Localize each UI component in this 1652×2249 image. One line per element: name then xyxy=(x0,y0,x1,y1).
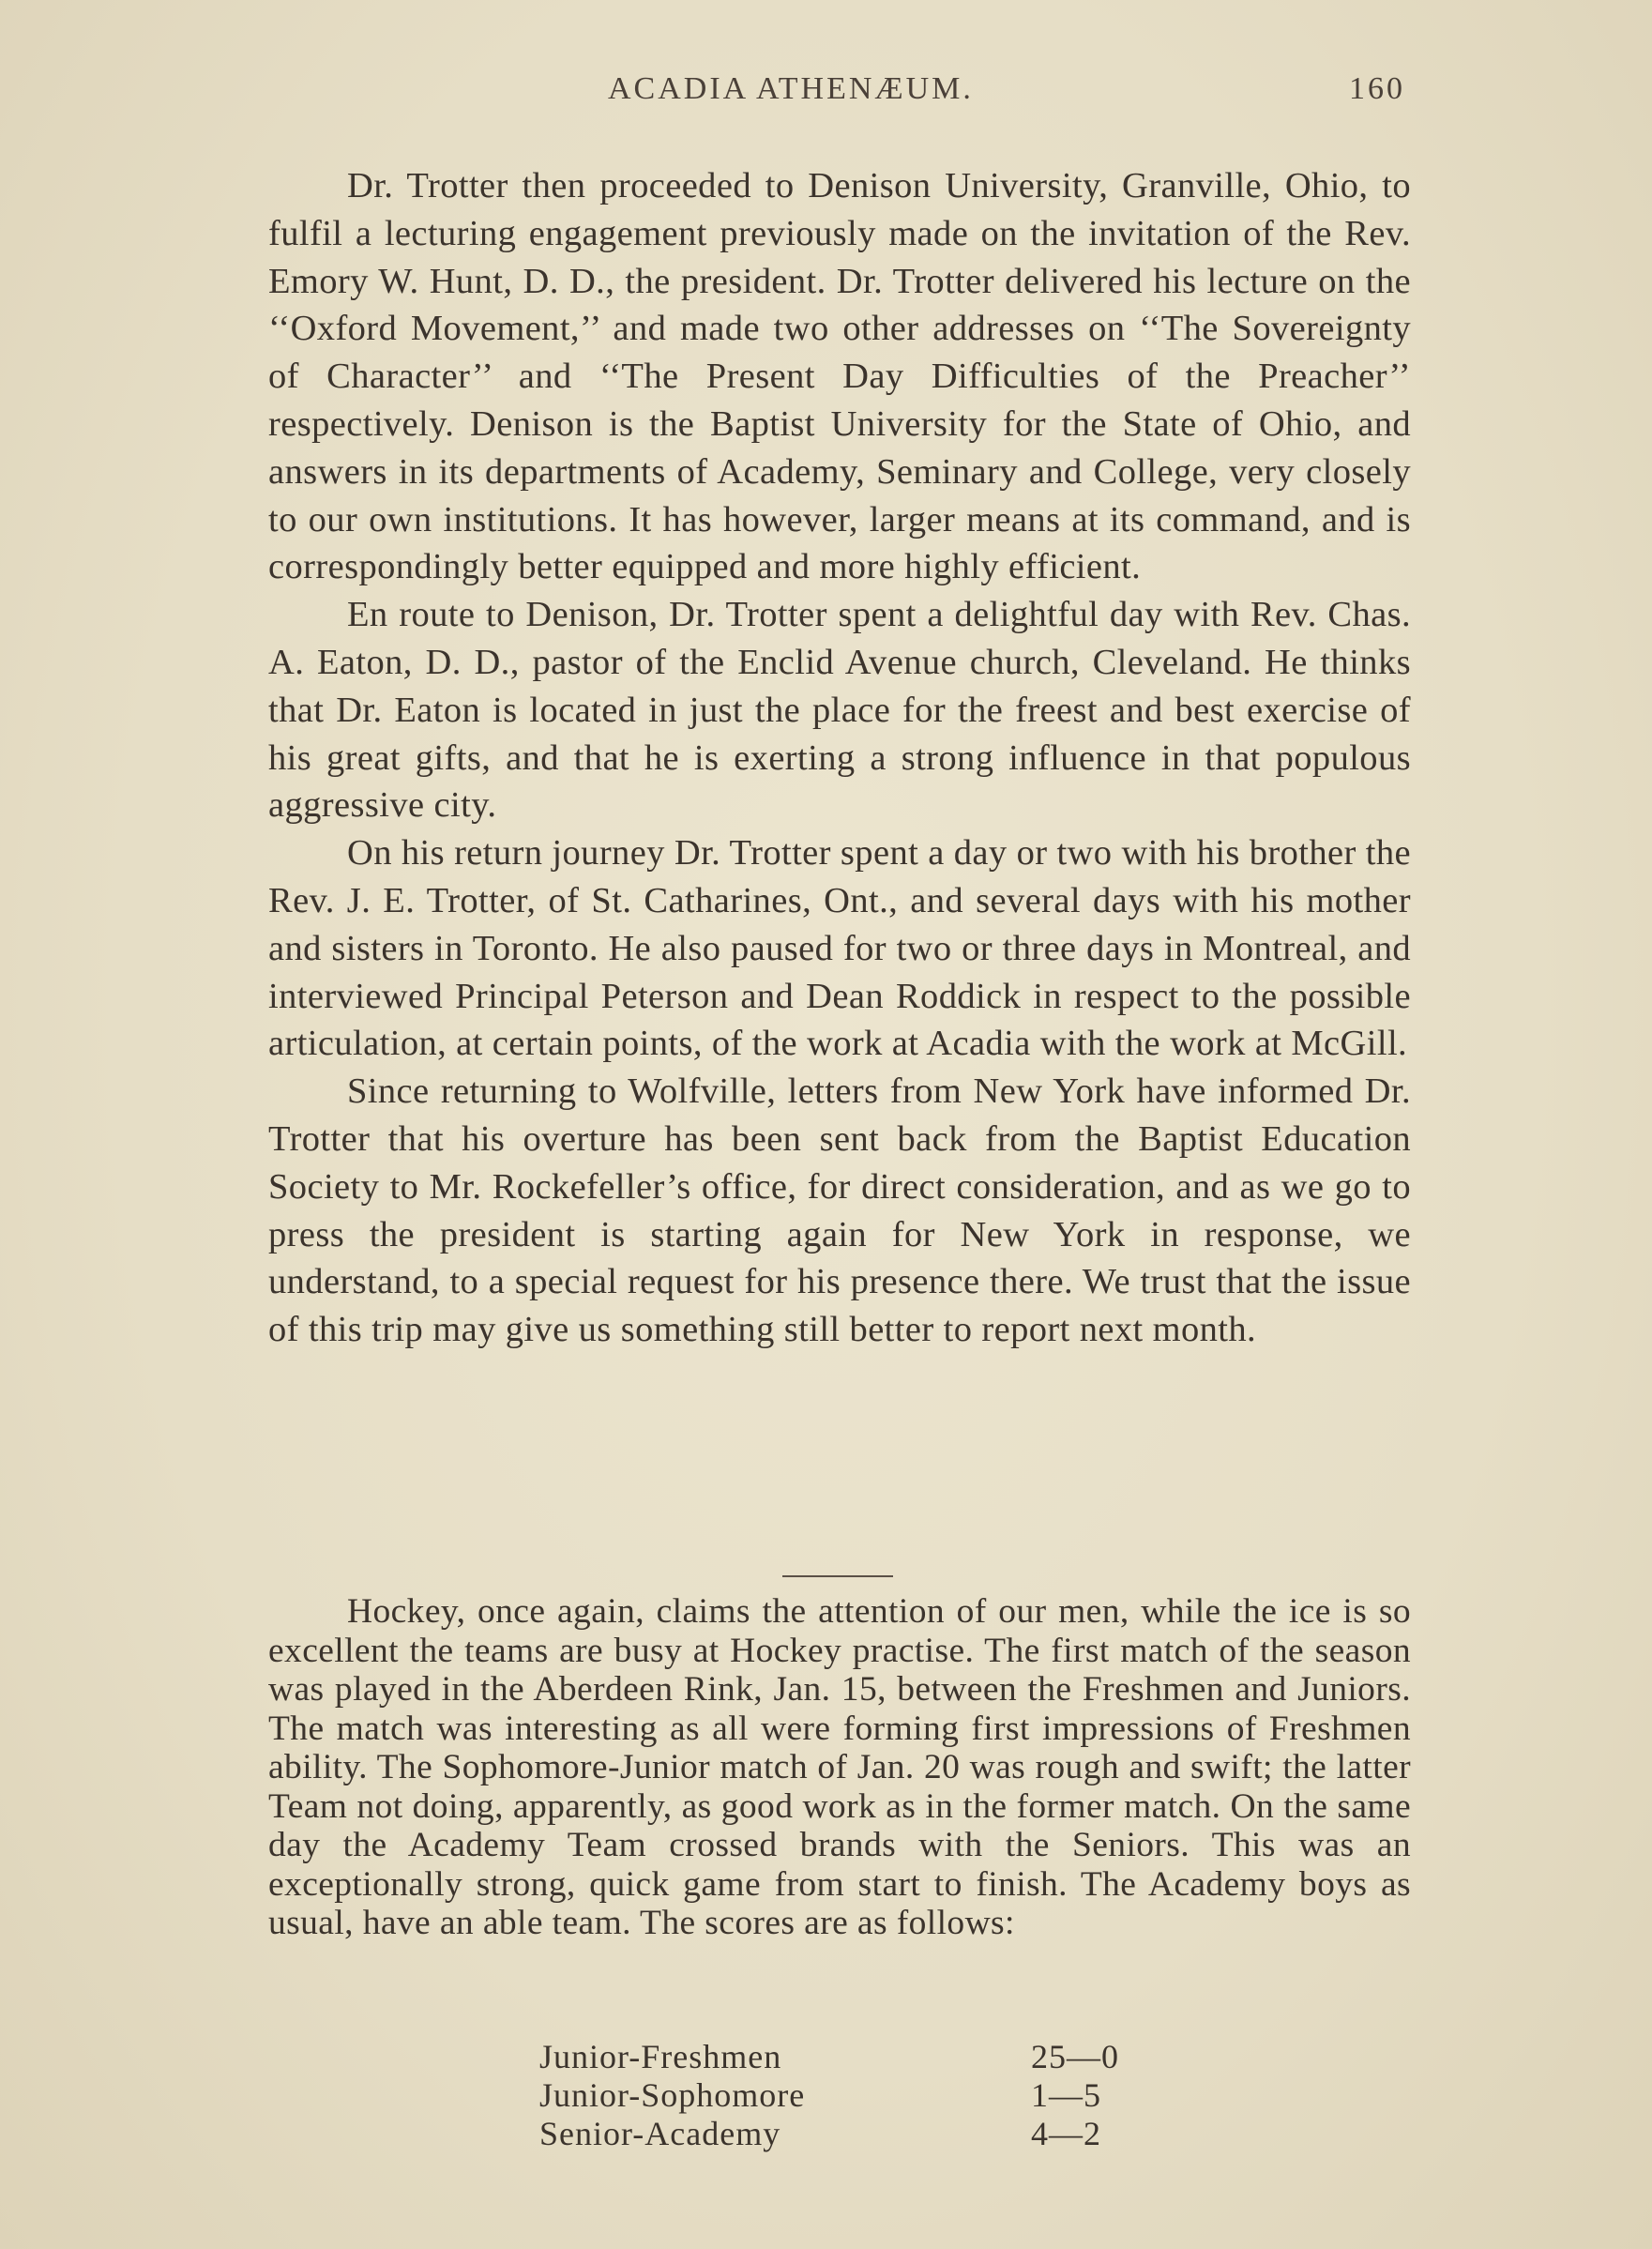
paragraph-hockey: Hockey, once again, claims the attention of our men, while the ice is so excellent the teams are busy at Hockey practise. The first match of the season was played in the Aberdeen Rink, Jan. 15, between the Freshmen and Juniors. The match was interesting as all were forming first impressions of Freshmen ability. The Sophomore-Junior match of Jan. 20 was rough and swift; the latter Team not doing, apparently, as good work as in the former match. On the same day the Academy Team crossed brands with the Seniors. This was an exceptionally strong, quick game from start to finish. The Academy boys as usual, have an able team. The scores are as follows: xyxy=(268,1592,1411,1942)
paragraph-return-journey: On his return journey Dr. Trotter spent a day or two with his brother the Rev. J. E. Trotter, of St. Catharines, Ont., and several days with his mother and sisters in Toronto. He also paused for two or three days in Montreal, and interviewed Principal Peterson and Dean Roddick in respect to the possible articulation, at certain points, of the work at Acadia with the work at McGill. xyxy=(268,833,1411,1064)
paragraph-denison: Dr. Trotter then proceeded to Denison University, Granville, Ohio, to fulfil a lecturing engagement previously made on the invitation of the Rev. Emory W. Hunt, D. D., the president. Dr. Trotter delivered his lecture on the ‘‘Oxford Movement,’’ and made two other addresses on ‘‘The Sovereignty of Character’’ and ‘‘The Present Day Difficulties of the Preacher’’ respectively. Denison is the Baptist University for the State of Ohio, and answers in its departments of Academy, Seminary and College, very closely to our own institutions. It has however, larger means at its command, and is correspondingly better equipped and more highly efficient. xyxy=(268,166,1411,587)
score-match: Senior-Academy xyxy=(539,2115,781,2152)
article-body xyxy=(268,162,1411,1354)
score-result: 1—5 xyxy=(1031,2076,1101,2114)
section-divider xyxy=(782,1575,893,1577)
score-row xyxy=(539,2038,1196,2076)
page-number: 160 xyxy=(1349,71,1405,106)
hockey-section xyxy=(268,1592,1411,1943)
score-row xyxy=(539,2076,1196,2115)
paragraph-wolfville: Since returning to Wolfville, letters from New York have informed Dr. Trotter that his overture has been sent back from the Baptist Education Society to Mr. Rockefeller’s office, for direct consideration, and as we go to press the president is starting again for New York in response, we understand, to a special request for his presence there. We trust that the issue of this trip may give us something still better to report next month. xyxy=(268,1071,1411,1350)
score-result: 4—2 xyxy=(1031,2115,1101,2152)
score-match: Junior-Freshmen xyxy=(539,2038,782,2075)
score-result: 25—0 xyxy=(1031,2038,1119,2075)
score-row xyxy=(539,2115,1196,2153)
scores-table xyxy=(539,2038,1196,2153)
journal-title: ACADIA ATHENÆUM. xyxy=(608,71,974,106)
paragraph-cleveland: En route to Denison, Dr. Trotter spent a delightful day with Rev. Chas. A. Eaton, D. D., pastor of the Enclid Avenue church, Cleveland. He thinks that Dr. Eaton is located in just the place for the freest and best exercise of his great gifts, and that he is exerting a strong influence in that populous aggressive city. xyxy=(268,595,1411,826)
score-match: Junior-Sophomore xyxy=(539,2076,806,2114)
